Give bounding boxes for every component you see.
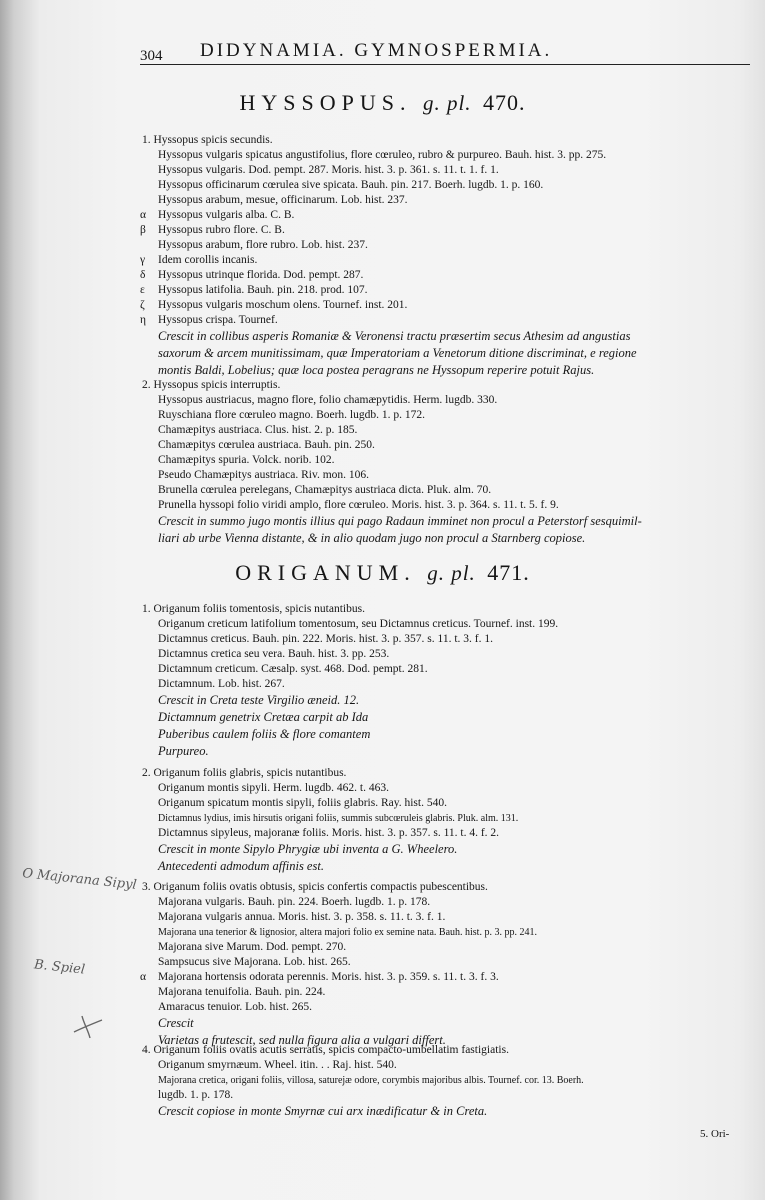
- synonym-line: Hyssopus austriacus, magno flore, folio chamæpytidis. Herm. lugdb. 330.: [158, 394, 498, 406]
- synonym-line: Hyssopus vulgaris spicatus angustifolius, flore cœruleo, rubro & purpureo. Bauh. hist. 3. pp. 275.: [158, 149, 607, 161]
- variety-line: α Majorana hortensis odorata perennis. Moris. hist. 3. p. 359. s. 11. t. 3. f. 3.: [140, 971, 499, 983]
- genus-ref-prefix: g. pl.: [422, 91, 472, 115]
- synonym-line: Origanum smyrnæum. Wheel. itin. . . Raj. hist. 540.: [158, 1059, 397, 1071]
- species-diagnosis: 2. Origanum foliis glabris, spicis nutantibus.: [142, 767, 347, 779]
- synonym-line: Hyssopus vulgaris. Dod. pempt. 287. Moris. hist. 3. p. 361. s. 11. t. 1. f. 1.: [158, 164, 499, 176]
- synonym-line: Dictamnum creticum. Cæsalp. syst. 468. Dod. pempt. 281.: [158, 663, 428, 675]
- variety-line: Amaracus tenuior. Lob. hist. 265.: [158, 1001, 312, 1013]
- species-entry-origanum-4: [140, 1043, 740, 1120]
- synonym-line: Hyssopus arabum, mesue, officinarum. Lob. hist. 237.: [158, 194, 408, 206]
- species-entry-origanum-2: [140, 766, 740, 875]
- habitat-note: Antecedenti admodum affinis est.: [158, 859, 324, 873]
- variety-line: η Hyssopus crispa. Tournef.: [140, 314, 278, 326]
- habitat-note: saxorum & arcem munitissimam, quæ Imperatoriam a Venetorum ditione discriminat, e regione: [158, 346, 637, 360]
- running-title: DIDYNAMIA. GYMNOSPERMIA.: [200, 40, 553, 61]
- synonym-line: Majorana vulgaris. Bauh. pin. 224. Boerh. lugdb. 1. p. 178.: [158, 896, 431, 908]
- synonym-line: Majorana sive Marum. Dod. pempt. 270.: [158, 941, 347, 953]
- running-head: [140, 34, 750, 65]
- handwritten-margin-note: B. Spiel: [33, 957, 86, 978]
- genus-name: HYSSOPUS.: [239, 90, 412, 115]
- synonym-line: Chamæpitys spuria. Volck. norib. 102.: [158, 454, 335, 466]
- synonym-line: Ruyschiana flore cœruleo magno. Boerh. lugdb. 1. p. 172.: [158, 409, 425, 421]
- variety-line: γ Idem corollis incanis.: [140, 254, 258, 266]
- synonym-line: Majorana vulgaris annua. Moris. hist. 3. p. 358. s. 11. t. 3. f. 1.: [158, 911, 446, 923]
- synonym-line: Pseudo Chamæpitys austriaca. Riv. mon. 106.: [158, 469, 370, 481]
- synonym-line: Dictamnus sipyleus, majoranæ foliis. Moris. hist. 3. p. 357. s. 11. t. 4. f. 2.: [158, 827, 500, 839]
- habitat-note: montis Baldi, Lobelius; quæ loca postea peragrans ne Hyssopum reperire potuit Rajus.: [158, 363, 595, 377]
- synonym-line: lugdb. 1. p. 178.: [158, 1089, 234, 1101]
- synonym-line: Dictamnum. Lob. hist. 267.: [158, 678, 285, 690]
- habitat-note: Crescit: [158, 1016, 194, 1030]
- synonym-line: Sampsucus sive Majorana. Lob. hist. 265.: [158, 956, 351, 968]
- variety-line: ζ Hyssopus vulgaris moschum olens. Tournef. inst. 201.: [140, 299, 408, 311]
- genus-heading-hyssopus: [0, 90, 765, 116]
- genus-ref-prefix: g. pl.: [427, 561, 476, 585]
- species-entry-origanum-1: [140, 602, 740, 760]
- verse-line: Dictamnum genetrix Cretæa carpit ab Ida: [158, 710, 369, 724]
- verse-line: Puberibus caulem foliis & flore comantem: [158, 727, 371, 741]
- habitat-note: Crescit in monte Sipylo Phrygiæ ubi inventa a G. Wheelero.: [158, 842, 458, 856]
- synonym-line: Origanum spicatum montis sipyli, foliis glabris. Ray. hist. 540.: [158, 797, 447, 809]
- synonym-line: Prunella hyssopi folio viridi amplo, flore cœruleo. Moris. hist. 3. p. 364. s. 11. t. 5. f. 9.: [158, 499, 559, 511]
- catchword: 5. Ori-: [700, 1128, 730, 1140]
- handwritten-margin-note: O Majorana Sipyl: [21, 866, 138, 893]
- synonym-line: Brunella cœrulea perelegans, Chamæpitys austriaca dicta. Pluk. alm. 70.: [158, 484, 492, 496]
- species-diagnosis: 2. Hyssopus spicis interruptis.: [142, 379, 281, 391]
- genus-name: ORIGANUM.: [235, 560, 416, 585]
- species-entry-origanum-3: [140, 880, 740, 1049]
- synonym-line: Origanum montis sipyli. Herm. lugdb. 462. t. 463.: [158, 782, 389, 794]
- variety-line: Majorana tenuifolia. Bauh. pin. 224.: [158, 986, 326, 998]
- genus-heading-origanum: [0, 560, 765, 586]
- genus-ref-number: 470.: [483, 90, 526, 115]
- synonym-line: Chamæpitys cœrulea austriaca. Bauh. pin. 250.: [158, 439, 375, 451]
- genus-ref-number: 471.: [487, 560, 530, 585]
- species-diagnosis: 3. Origanum foliis ovatis obtusis, spicis confertis compactis pubescentibus.: [142, 881, 488, 893]
- species-diagnosis: 1. Hyssopus spicis secundis.: [142, 134, 273, 146]
- habitat-note: Varietas a frutescit, sed nulla figura alia a vulgari differt.: [158, 1033, 446, 1047]
- synonym-line: Majorana una tenerior & lignosior, altera majori folio ex semine nata. Bauh. hist. p. 3. pp. 241.: [158, 927, 537, 938]
- handwritten-cross-mark: [66, 1010, 106, 1040]
- species-diagnosis: 4. Origanum foliis ovatis acutis serratis, spicis compacto-umbellatim fastigiatis.: [142, 1044, 509, 1056]
- variety-line: ε Hyssopus latifolia. Bauh. pin. 218. prod. 107.: [140, 284, 368, 296]
- synonym-line: Origanum creticum latifolium tomentosum, seu Dictamnus creticus. Tournef. inst. 199.: [158, 618, 559, 630]
- verse-line: Purpureo.: [158, 744, 209, 758]
- synonym-line: Dictamnus cretica seu vera. Bauh. hist. 3. pp. 253.: [158, 648, 390, 660]
- variety-line: β Hyssopus rubro flore. C. B.: [140, 224, 285, 236]
- species-diagnosis: 1. Origanum foliis tomentosis, spicis nutantibus.: [142, 603, 365, 615]
- synonym-line: Majorana cretica, origani foliis, villosa, saturejæ odore, corymbis majoribus albis. Tournef. cor. 13. Boerh.: [158, 1075, 584, 1086]
- species-entry-hyssopus-1: [140, 133, 740, 379]
- variety-line: Hyssopus arabum, flore rubro. Lob. hist. 237.: [158, 239, 368, 251]
- synonym-line: Dictamnus creticus. Bauh. pin. 222. Moris. hist. 3. p. 357. s. 11. t. 3. f. 1.: [158, 633, 493, 645]
- synonym-line: Dictamnus lydius, imis hirsutis origani foliis, summis subcœruleis glabris. Pluk. alm. 131.: [158, 813, 519, 824]
- variety-line: δ Hyssopus utrinque florida. Dod. pempt. 287.: [140, 269, 364, 281]
- variety-line: α Hyssopus vulgaris alba. C. B.: [140, 209, 295, 221]
- habitat-note: Crescit in Creta teste Virgilio æneid. 12.: [158, 693, 360, 707]
- page-number: 304: [140, 48, 163, 64]
- species-entry-hyssopus-2: [140, 378, 740, 547]
- synonym-line: Chamæpitys austriaca. Clus. hist. 2. p. 185.: [158, 424, 358, 436]
- habitat-note: Crescit copiose in monte Smyrnæ cui arx inædificatur & in Creta.: [158, 1104, 488, 1118]
- habitat-note: Crescit in collibus asperis Romaniæ & Veronensi tractu præsertim secus Athesim ad angustias: [158, 329, 631, 343]
- habitat-note: Crescit in summo jugo montis illius qui pago Radaun imminet non procul a Peterstorf sesquimil-: [158, 514, 642, 528]
- synonym-line: Hyssopus officinarum cœrulea sive spicata. Bauh. pin. 217. Boerh. lugdb. 1. p. 160.: [158, 179, 544, 191]
- habitat-note: liari ab urbe Vienna distante, & in alio quodam jugo non procul a Starnberg copiose.: [158, 531, 586, 545]
